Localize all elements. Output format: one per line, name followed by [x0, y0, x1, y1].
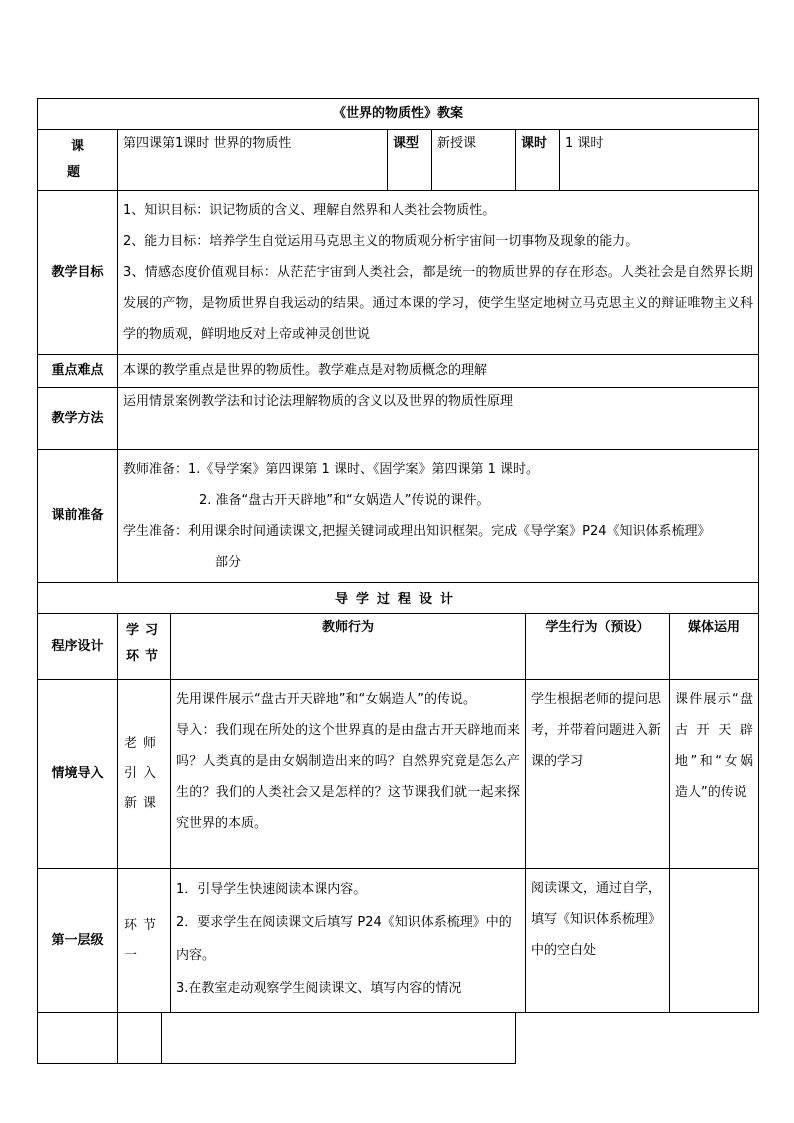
- process-student-2: 阅读课文，通过自学，填写《知识体系梳理》中的空白处: [526, 869, 670, 1013]
- process-stage-1: 情境导入: [38, 680, 118, 869]
- ti-label: 题: [67, 165, 81, 180]
- lesson-type-label: 课型: [388, 130, 432, 191]
- teacher-prep-2: 2. 准备“盘古开天辟地”和“女娲造人”传说的课件。: [199, 493, 490, 508]
- student-prep-2: 部分: [215, 555, 242, 570]
- process-step-2: 环节一: [118, 869, 171, 1013]
- process-media-1: 课件展示“盘古开天辟地”和“女娲造人”的传说: [670, 680, 759, 869]
- process-col-media: 媒体运用: [670, 614, 759, 680]
- lesson-hours-value: 1 课时: [560, 130, 759, 191]
- document-title: 《世界的物质性》教案: [38, 99, 759, 130]
- goal-item: 3、情感态度价值观目标：从茫茫宇宙到人类社会，都是统一的物质世界的存在形态。人类社会是自然界长期发展的产物，是物质世界自我运动的结果。通过本课的学习，使学生坚定地树立马克思主义的辩证唯物主义科学的物质观，鲜明地反对上帝或神灵创世说: [123, 265, 754, 342]
- goal-item: 2、能力目标：培养学生自觉运用马克思主义的物质观分析宇宙间一切事物及现象的能力。: [123, 234, 639, 249]
- lesson-title: 第四课第1课时 世界的物质性: [118, 130, 388, 191]
- process-stage-2: 第一层级: [38, 869, 118, 1013]
- lesson-hours-label: 课时: [516, 130, 560, 191]
- process-col-stage: 程序设计: [38, 614, 118, 680]
- process-col-step: 学习环节: [118, 614, 171, 680]
- key-points-label: 重点难点: [38, 355, 118, 388]
- key-points-text: 本课的教学重点是世界的物质性。教学难点是对物质概念的理解: [118, 355, 759, 388]
- process-col-student: 学生行为（预设）: [526, 614, 670, 680]
- methods-text: 运用情景案例教学法和讨论法理解物质的含义以及世界的物质性原理: [118, 388, 759, 450]
- process-table: [37, 613, 759, 1013]
- goal-item: 1、知识目标：识记物质的含义、理解自然界和人类社会物质性。: [123, 203, 496, 218]
- process-media-2: [670, 869, 759, 1013]
- process-teacher-1: [171, 680, 526, 869]
- teacher-prep-1: 教师准备：1.《导学案》第四课第 1 课时、《固学案》第四课第 1 课时。: [123, 462, 539, 477]
- goals-label: 教学目标: [38, 191, 118, 355]
- process-step-1: 老师引入新课: [118, 680, 171, 869]
- process-student-1: 学生根据老师的提问思考，并带着问题进入新课的学习: [526, 680, 670, 869]
- student-prep-1: 学生准备：利用课余时间通读课文,把握关键词或理出知识框架。完成《导学案》P24《知识体系梳理》: [123, 524, 711, 539]
- teacher-line: 2．要求学生在阅读课文后填写 P24《知识体系梳理》中的内容。: [176, 915, 512, 963]
- teacher-line: 1．引导学生快速阅读本课内容。: [176, 882, 367, 897]
- ke-label: 课: [70, 139, 84, 154]
- process-heading: 导学过程设计: [38, 583, 759, 618]
- methods-label: 教学方法: [38, 388, 118, 450]
- teacher-line: 先用课件展示“盘古开天辟地”和“女娲造人”的传说。: [176, 692, 476, 707]
- prep-label: 课前准备: [38, 450, 118, 583]
- prep-content: [118, 450, 759, 583]
- teacher-line: 3.在教室走动观察学生阅读课文、填写内容的情况: [176, 981, 462, 996]
- teacher-line: 导入：我们现在所处的这个世界真的是由盘古开天辟地而来吗？人类真的是由女娲制造出来的吗？自然界究竟是怎么产生的？我们的人类社会又是怎样的？这节课我们就一起来探究世界的本质。: [176, 723, 520, 831]
- process-teacher-2: [171, 869, 526, 1013]
- lesson-type-value: 新授课: [432, 130, 516, 191]
- lesson-topic-label: [38, 130, 118, 191]
- goals-content: [118, 191, 759, 355]
- process-col-teacher: 教师行为: [171, 614, 526, 680]
